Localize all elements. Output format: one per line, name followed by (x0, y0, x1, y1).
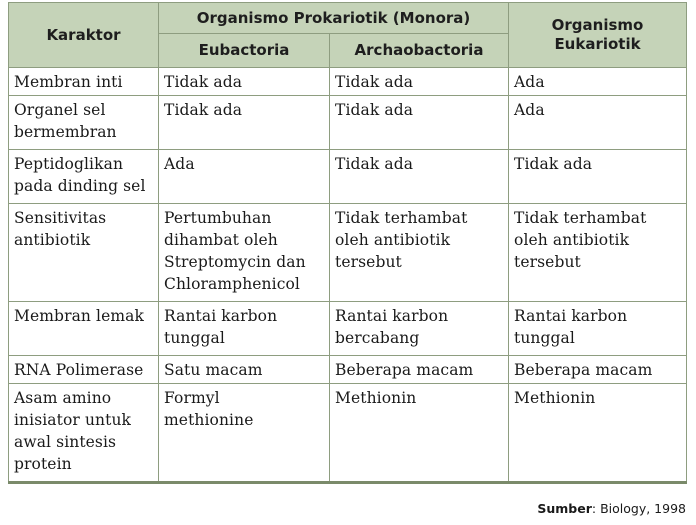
cell-karakter: Membran inti (9, 68, 159, 96)
cell-eukariotik: Tidak ada (509, 150, 687, 204)
header-archaebacteria: Archaobactoria (330, 34, 509, 68)
cell-archaebacteria: Tidak ada (330, 150, 509, 204)
table-row (9, 204, 687, 302)
cell-karakter: RNA Polimerase (9, 356, 159, 384)
cell-karakter: Peptidoglikan pada dinding sel (9, 150, 159, 204)
header-eubacteria: Eubactoria (159, 34, 330, 68)
cell-eubacteria: Formyl methionine (159, 384, 330, 483)
cell-eubacteria: Tidak ada (159, 96, 330, 150)
cell-eubacteria: Tidak ada (159, 68, 330, 96)
comparison-table (8, 2, 687, 484)
cell-eukariotik: Ada (509, 96, 687, 150)
table-row (9, 150, 687, 204)
cell-archaebacteria: Tidak ada (330, 68, 509, 96)
cell-eubacteria: Satu macam (159, 356, 330, 384)
table-row (9, 96, 687, 150)
comparison-table-container (8, 2, 686, 484)
table-row (9, 68, 687, 96)
table-row (9, 356, 687, 384)
source-label: Sumber (537, 501, 592, 516)
cell-eubacteria: Pertumbuhan dihambat oleh Streptomycin dan Chloramphenicol (159, 204, 330, 302)
cell-archaebacteria: Beberapa macam (330, 356, 509, 384)
cell-eukariotik: Ada (509, 68, 687, 96)
table-row (9, 384, 687, 483)
cell-karakter: Membran lemak (9, 302, 159, 356)
cell-archaebacteria: Methionin (330, 384, 509, 483)
cell-eukariotik: Tidak terhambat oleh antibiotik tersebut (509, 204, 687, 302)
cell-karakter: Sensitivitas antibiotik (9, 204, 159, 302)
header-prokariotik: Organismo Prokariotik (Monora) (159, 3, 509, 34)
cell-eukariotik: Rantai karbon tunggal (509, 302, 687, 356)
cell-eukariotik: Beberapa macam (509, 356, 687, 384)
cell-karakter: Organel sel bermembran (9, 96, 159, 150)
cell-eubacteria: Ada (159, 150, 330, 204)
header-karakter: Karaktor (9, 3, 159, 68)
cell-eubacteria: Rantai karbon tunggal (159, 302, 330, 356)
header-eukariotik: Organismo Eukariotik (509, 3, 687, 68)
cell-archaebacteria: Rantai karbon bercabang (330, 302, 509, 356)
source-text: : Biology, 1998 (591, 501, 686, 516)
cell-karakter: Asam amino inisiator untuk awal sintesis protein (9, 384, 159, 483)
table-row (9, 302, 687, 356)
header-row-top (9, 3, 687, 34)
cell-archaebacteria: Tidak ada (330, 96, 509, 150)
source-caption (537, 501, 686, 516)
cell-archaebacteria: Tidak terhambat oleh antibiotik tersebut (330, 204, 509, 302)
cell-eukariotik: Methionin (509, 384, 687, 483)
